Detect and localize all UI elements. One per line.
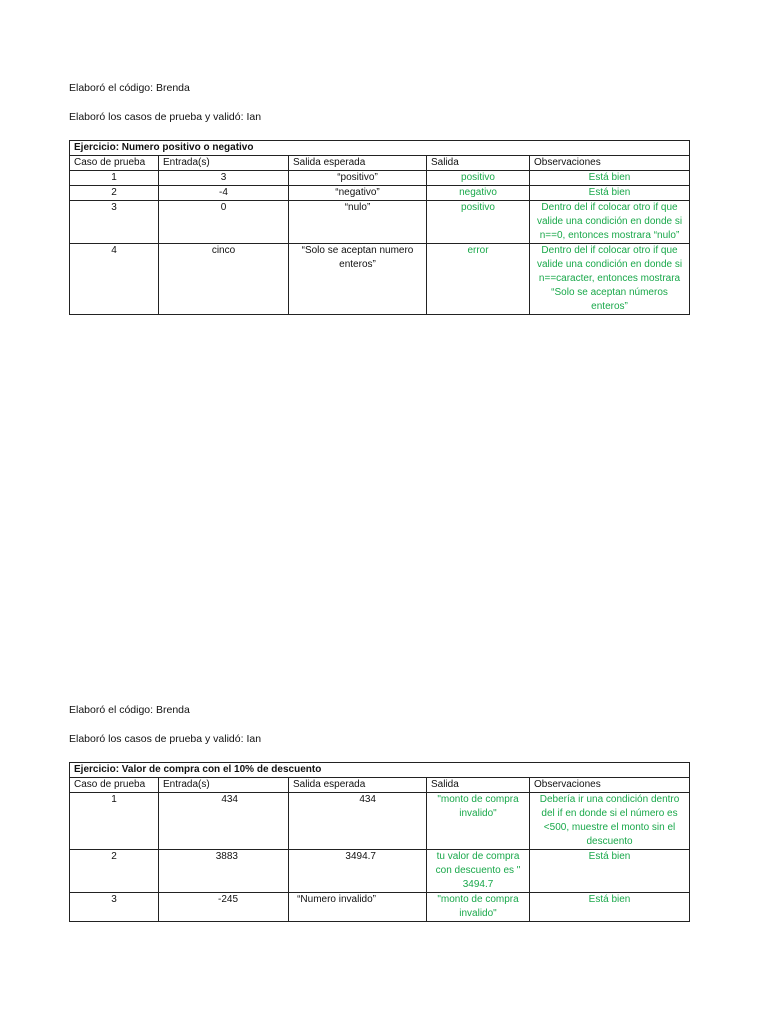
cell-caso: 1	[70, 171, 159, 186]
cell-caso: 3	[70, 201, 159, 244]
cell-entrada: cinco	[159, 244, 289, 315]
header-caso: Caso de prueba	[70, 778, 159, 793]
header-caso: Caso de prueba	[70, 156, 159, 171]
cell-observaciones: Está bien	[530, 893, 690, 922]
table-header-row	[70, 778, 690, 793]
header-salida-esperada: Salida esperada	[289, 156, 427, 171]
cell-salida-esperada: “negativo”	[289, 186, 427, 201]
cell-salida-esperada: “Numero invalido”	[289, 893, 427, 922]
cell-observaciones: Dentro del if colocar otro if que valide una condición en donde si n==caracter, entonces mostrara “Solo se aceptan números enteros”	[530, 244, 690, 315]
cell-observaciones: Está bien	[530, 171, 690, 186]
cell-salida: positivo	[427, 171, 530, 186]
cell-observaciones: Dentro del if colocar otro if que valide una condición en donde si n==0, entonces mostrara “nulo”	[530, 201, 690, 244]
author-line: Elaboró el código: Brenda	[69, 82, 190, 94]
table-row	[70, 171, 690, 186]
table-row	[70, 850, 690, 893]
table-row	[70, 793, 690, 850]
header-observaciones: Observaciones	[530, 778, 690, 793]
table-row	[70, 244, 690, 315]
cell-caso: 3	[70, 893, 159, 922]
table-title-row	[70, 141, 690, 156]
cell-salida-esperada: 3494.7	[289, 850, 427, 893]
table-title: Ejercicio: Numero positivo o negativo	[70, 141, 690, 156]
cell-salida-esperada: “nulo”	[289, 201, 427, 244]
test-case-table	[69, 762, 690, 922]
cell-salida-esperada: 434	[289, 793, 427, 850]
cell-caso: 1	[70, 793, 159, 850]
cell-salida: "monto de compra invalido"	[427, 893, 530, 922]
tester-line: Elaboró los casos de prueba y validó: Ian	[69, 111, 262, 123]
cell-entrada: -245	[159, 893, 289, 922]
table-row	[70, 201, 690, 244]
table-title: Ejercicio: Valor de compra con el 10% de descuento	[70, 763, 690, 778]
cell-observaciones: Debería ir una condición dentro del if en donde si el número es <500, muestre el monto sin el descuento	[530, 793, 690, 850]
cell-caso: 2	[70, 186, 159, 201]
cell-salida-esperada: “positivo”	[289, 171, 427, 186]
cell-salida: error	[427, 244, 530, 315]
cell-caso: 4	[70, 244, 159, 315]
cell-entrada: 3	[159, 171, 289, 186]
table-row	[70, 186, 690, 201]
header-salida: Salida	[427, 778, 530, 793]
tester-line: Elaboró los casos de prueba y validó: Ian	[69, 733, 262, 745]
table-title-row	[70, 763, 690, 778]
author-line: Elaboró el código: Brenda	[69, 704, 190, 716]
cell-salida: "monto de compra invalido"	[427, 793, 530, 850]
cell-entrada: 434	[159, 793, 289, 850]
cell-entrada: 0	[159, 201, 289, 244]
table-header-row	[70, 156, 690, 171]
cell-observaciones: Está bien	[530, 850, 690, 893]
cell-salida: negativo	[427, 186, 530, 201]
header-salida-esperada: Salida esperada	[289, 778, 427, 793]
header-entrada: Entrada(s)	[159, 778, 289, 793]
header-observaciones: Observaciones	[530, 156, 690, 171]
cell-salida: positivo	[427, 201, 530, 244]
table-row	[70, 893, 690, 922]
cell-salida-esperada: “Solo se aceptan numero enteros”	[289, 244, 427, 315]
cell-caso: 2	[70, 850, 159, 893]
test-case-table	[69, 140, 690, 315]
header-entrada: Entrada(s)	[159, 156, 289, 171]
cell-salida: tu valor de compra con descuento es " 3494.7	[427, 850, 530, 893]
header-salida: Salida	[427, 156, 530, 171]
cell-entrada: 3883	[159, 850, 289, 893]
cell-entrada: -4	[159, 186, 289, 201]
cell-observaciones: Está bien	[530, 186, 690, 201]
